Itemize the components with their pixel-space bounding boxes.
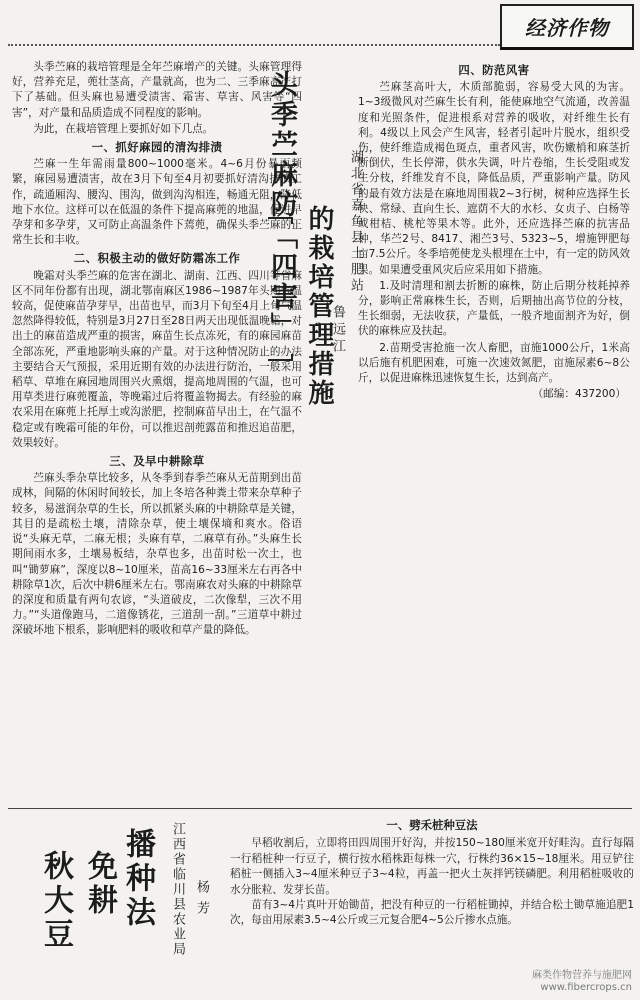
article2-author-unit: 江西省临川县农业局 (170, 822, 185, 957)
article-divider (8, 808, 632, 809)
article1-heading-2: 二、积极主动的做好防霜冻工作 (73, 251, 241, 266)
article1-paragraph-6: 2.苗期受害抢施一次人畜肥，亩施1000公斤，1米高以后施有机肥困难，可施一次速效氮肥，亩施尿素6~8公斤，以促进麻株迅速恢复生长，达到高产。 (358, 341, 630, 385)
article2-body (230, 818, 634, 929)
article1-title-bracket: 「四害」 (266, 222, 297, 342)
article2-heading-1: 一、劈禾桩种豆法 (386, 818, 478, 832)
article1-paragraph-5: 1.及时清理和割去折断的麻株，防止后期分枝耗掉养分，影响正常麻株生长，否则，后期抽出高节位的分枝，生长细弱，无法收获，产量低，一般齐地面割齐为好，倒伏的麻株应及扶起。 (358, 279, 630, 338)
article1-postcode: （邮编：437200） (532, 388, 626, 401)
article1-right-column (358, 60, 630, 800)
article2-paragraph-2: 苗有3~4片真叶开始锄苗，把没有种豆的一行稻桩锄掉，并结合松土锄草施追肥1次，每亩用尿素3.5~4公斤或三元复合肥4~5公斤掺水点施。 (230, 899, 634, 927)
article1-paragraph-1: 苎麻一生年需雨量800~1000毫米。4~6月份暴雨频繁，麻园易遭渍害，故在3月下旬至4月初要抓好清沟排渍工作，疏通厢沟、腰沟、围沟，做到沟沟相连，畅通无阻，降低地下水位。这样可以在低温的条件下提高麻蔸的地温，促进早孕芽和多孕芽，又可防止高温条件下蔫蔸，确保头季苎麻的正常生长和丰收。 (12, 158, 302, 247)
article1-heading-4: 四、防范风害 (458, 63, 530, 77)
article2-author-name: 杨芳 (194, 880, 209, 922)
article2-paragraph-1: 早稻收割后，立即将田四周围开好沟，并按150~180厘米宽开好畦沟。直行每隔一行稻桩种一行豆子，横行按水稻株距每株一穴，行株约36×15~18厘米。用豆铲往稻桩一侧插入3~4厘米种豆子3~4粒，再盖一把火土灰拌钙镁磷肥。利用稻桩吸收的水分胀粒、发芽长苗。 (230, 837, 634, 896)
article1-heading-3: 三、及早中耕除草 (109, 454, 205, 469)
article2-title-part-a: 播种法 (120, 828, 155, 930)
watermark-url: www.fibercrops.cn (540, 982, 632, 993)
article1-paragraph-3: 苎麻头季杂草比较多，从冬季到春季苎麻从无苗期到出苗成林，间隔的休闲时间较长，加上冬培各种粪土带来杂草种子较多，易滋润杂草的生长，所以抓紧头麻的中耕除草是关键，其目的是疏松土壤，清除杂草，使土壤保墒和爽水。俗语说“头麻无草，二麻无根；头麻有草，二麻草有孙。”头麻生长期间雨水多，土壤易板结，杂草也多，出苗时松一次土，也叫“锄萝麻”，深度以8~10厘米，苗高16~33厘米左右再各中耕除草1次，后次中耕6厘米左右。鄂南麻农对头麻的中耕除草的深度和质量有两句农谚，“头道破皮，二次像犁，三次不用力。”“头道像跑马，二道像锈花，三道刮一刮。”三道草中耕过深破坏地下根系，影响肥料的吸收和草产量的降低。 (12, 472, 302, 637)
article2-title-part-c: 秋大豆 (38, 850, 73, 952)
site-watermark (532, 970, 632, 994)
article1-left-column (12, 60, 302, 750)
article1-author-name: 鲁远江 (330, 305, 345, 356)
header-dotted-rule (8, 44, 500, 46)
watermark-name: 麻类作物营养与施肥网 (532, 970, 632, 981)
article1-heading-1: 一、抓好麻园的清沟排渍 (91, 140, 223, 155)
article1-title-part2: 的栽培管理措施 (304, 205, 334, 408)
article1-author-unit: 湖北省嘉鱼县土肥站 (348, 150, 363, 294)
article1-title-part1: 头季苎麻防 (266, 70, 297, 220)
article1-paragraph-4: 苎麻茎高叶大，木质部脆弱，容易受大风的为害。1~3级微风对苎麻生长有利，能使麻地空气流通，改善温度和光照条件，促进根系对营养的吸收，对纤维生长有利。4级以上风会产生风害，轻者引起叶片脱水，组织受伤，使纤维造成褐色斑点，重者风害，吹伤嫩梢和麻茎折断倒伏，生长停滞，供水失调，叶片卷缩，生长受阻或发生分枝，纤维发育不良，降低品质，严重影响产量。防风的最有效方法是在麻地周围栽2~3行树，树种应选择生长快、常绿、直向生长、遮荫不大的水杉、女贞子、白杨等或柑桔、桃柁等果木等。此外，还应选择苎麻的抗害品种，华苎2号、8417、湘苎3号、5323~5，增施钾肥每亩7.5公斤。冬季培蔸使龙头根埋在土中，有一定的防风效果。如果遭受重风灾后应采用如下措施。 (358, 81, 630, 276)
article1-intro-paragraph: 头季苎麻的栽培管理是全年苎麻增产的关键。头麻管理得好，营养充足，蔸壮茎高，产量就高，也为二、三季麻高产打下了基础。但头麻也易遭受渍害、霜害、草害、风害等“四害”，对产量和品质造成不同程度的影响。 (12, 61, 302, 119)
section-label: 经济作物 (500, 4, 634, 50)
article1-intro-paragraph-2: 为此，在栽培管理上要抓好如下几点。 (33, 122, 214, 135)
article1-paragraph-2: 晚霜对头季苎麻的危害在湖北、湖南、江西、四川等省麻区不同年份都有出现，湖北鄂南麻区1986~1987年头期气温较高，促使麻苗孕芽早，出苗也早，而3月下旬至4月上旬气温忽然降得较低，特别是3月27日至28日两天出现低温晚霜，对出土的麻苗造成严重的损害，麻苗生长点冻死，有的麻园麻苗全部冻死，严重地影响头麻的产量。对于这种情况防止的办法主要结合天气预报，采用近期有效的办法进行防治，一般采用稻草、草堆在麻园地周围兴火熏烟，提高地周围的气温，也可用草类进行麻蔸覆盖，等晚霜过后将覆盖物揭去。有经验的麻农采用在麻蔸上托厚土或沟淤肥，控制麻苗早出土，在气温不稳定或有晚霜可能的年份，可以推迟剖蔸露苗和推迟追苗肥，效果较好。 (12, 269, 302, 449)
article2-title-part-b: 免耕 (82, 850, 117, 918)
